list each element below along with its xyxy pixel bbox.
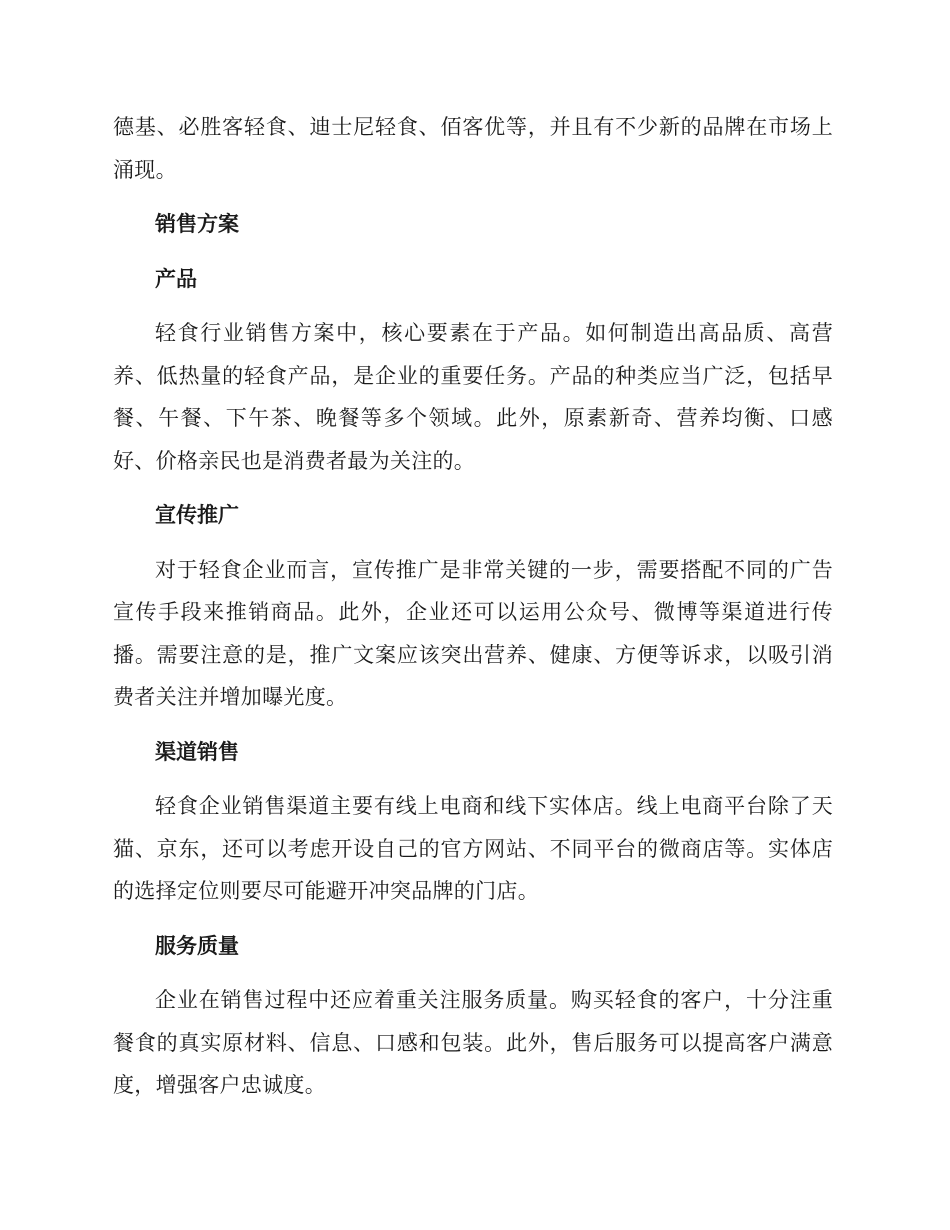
intro-paragraph: 德基、必胜客轻食、迪士尼轻食、佰客优等，并且有不少新的品牌在市场上涌现。 [113,115,833,182]
channels-paragraph: 轻食企业销售渠道主要有线上电商和线下实体店。线上电商平台除了天猫、京东，还可以考虑开设自己的官方网站、不同平台的微商店等。实体店的选择定位则要尽可能避开冲突品牌的门店。 [113,794,833,903]
service-heading: 服务质量 [155,933,239,958]
promotion-paragraph: 对于轻食企业而言，宣传推广是非常关键的一步，需要搭配不同的广告宣传手段来推销商品。此外，企业还可以运用公众号、微博等渠道进行传播。需要注意的是，推广文案应该突出营养、健康、方便等诉求，以吸引消费者关注并增加曝光度。 [113,557,833,709]
sales-plan-heading: 销售方案 [155,212,239,236]
product-paragraph: 轻食行业销售方案中，核心要素在于产品。如何制造出高品质、高营养、低热量的轻食产品，是企业的重要任务。产品的种类应当广泛，包括早餐、午餐、下午茶、晚餐等多个领域。此外，原素新奇、营养均衡、口感好、价格亲民也是消费者最为关注的。 [113,321,833,473]
service-paragraph: 企业在销售过程中还应着重关注服务质量。购买轻食的客户，十分注重餐食的真实原材料、信息、口感和包装。此外，售后服务可以提高客户满意度，增强客户忠诚度。 [113,988,833,1097]
channels-heading: 渠道销售 [155,739,239,764]
document-body [113,106,833,1107]
promotion-heading: 宣传推广 [155,503,239,527]
product-heading: 产品 [155,266,197,291]
